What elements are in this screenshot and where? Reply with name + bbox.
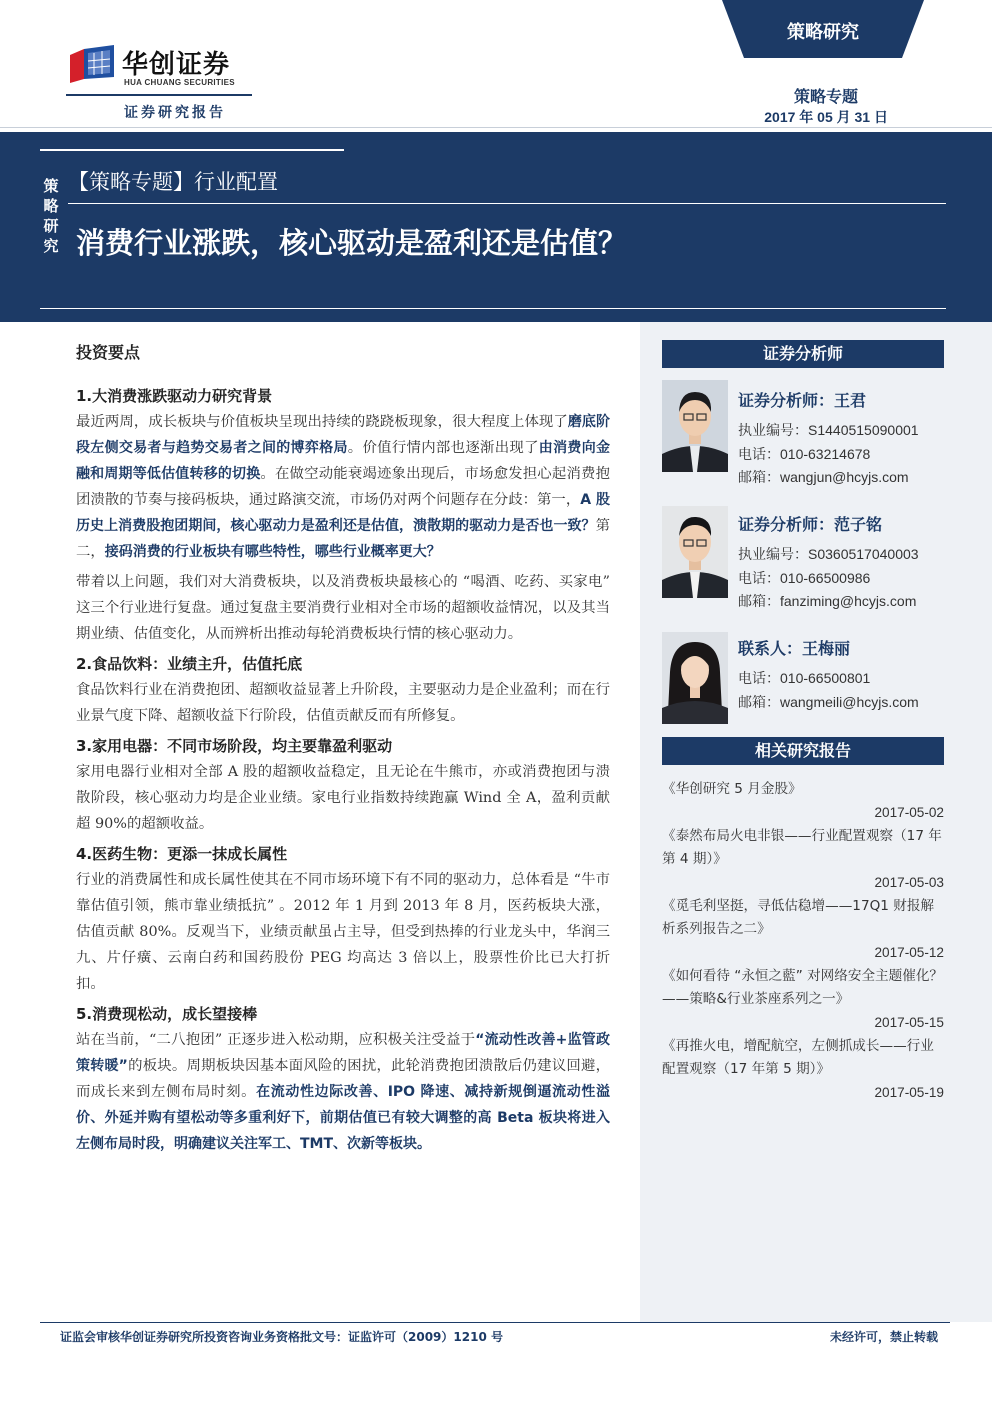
report-topic: 策略专题 <box>793 87 858 106</box>
section-paragraph <box>76 759 610 837</box>
analyst-name: 证券分析师：王君 <box>738 391 867 410</box>
report-item[interactable] <box>662 778 944 825</box>
body-text: 。在做空动能衰竭迹象出现后，市场愈发担心起消费抱团溃散的节奏与接码板块，通过路演交流，市场仍对两个问题存在分歧：第一， <box>76 466 610 508</box>
analyst-info <box>738 419 919 490</box>
section-paragraph <box>76 1027 610 1157</box>
company-logo-icon <box>68 45 116 85</box>
section-paragraph <box>76 409 610 565</box>
section-heading: 1.大消费涨跌驱动力研究背景 <box>76 387 273 405</box>
footer-notice: 未经许可，禁止转载 <box>829 1330 938 1344</box>
main-content <box>0 322 640 1322</box>
section-paragraph <box>76 569 610 647</box>
report-date: 2017 年 05 月 31 日 <box>764 109 888 125</box>
body-text: 最近两周，成长板块与价值板块呈现出持续的跷跷板现象，很大程度上体现了 <box>76 414 568 430</box>
footer-license: 证监会审核华创证券研究所投资咨询业务资格批文号：证监许可（2009）1210 号 <box>60 1330 503 1344</box>
company-name-en: HUA CHUANG SECURITIES <box>124 78 235 87</box>
body-text: 带着以上问题，我们对大消费板块，以及消费板块最核心的 “喝酒、吃药、买家电” 这三个行业进行复盘。通过复盘主要消费行业相对全市场的超额收益情况，以及其当期业绩、估值变化，从而辨析出推动每轮消费板块行情的核心驱动力。 <box>76 574 610 642</box>
body-text: 家用电器行业相对全部 A 股的超额收益稳定，且无论在牛熊市，亦或消费抱团与溃散阶段，核心驱动力均是企业业绩。家电行业指数持续跑赢 Wind 全 A，盈利贡献超 90%的超额收益。 <box>76 764 610 832</box>
contact-name: 联系人：王梅丽 <box>738 639 851 658</box>
sections-container <box>76 383 610 1157</box>
emphasis-text: 磨底阶段左侧交易者与趋势交易者之间的博弈格局 <box>76 414 610 456</box>
section-heading: 3.家用电器：不同市场阶段，均主要靠盈利驱动 <box>76 737 393 755</box>
section-heading: 4.医药生物：更添一抹成长属性 <box>76 845 288 863</box>
emphasis-text: 由消费向金融和周期等低估值转移的切换 <box>76 440 611 482</box>
key-points-section <box>76 340 610 1161</box>
report-subtitle: 【策略专题】行业配置 <box>68 170 278 194</box>
emphasis-text: A 股历史上消费股抱团期间，核心驱动力是盈利还是估值，溃散期的驱动力是否也一致？ <box>76 492 610 534</box>
contact-phone: 电话：010-66500801 <box>738 670 871 686</box>
analyst-license: 执业编号：S1440515090001 <box>738 422 919 438</box>
emphasis-text: “流动性改善+监管政策转暖” <box>76 1032 611 1074</box>
vertical-category-tag: 策略研究 <box>43 177 59 255</box>
report-item-title: 《华创研究 5 月金股》 <box>662 781 802 797</box>
logo-divider <box>66 94 252 96</box>
section-heading: 5.消费现松动，成长望接棒 <box>76 1005 258 1023</box>
banner-bottom-rule <box>40 308 946 309</box>
analyst-email[interactable]: 邮箱：wangjun@hcyjs.com <box>738 469 909 485</box>
corner-tag-label: 策略研究 <box>787 22 859 43</box>
key-points-title: 投资要点 <box>76 343 141 362</box>
contact-email[interactable]: 邮箱：wangmeili@hcyjs.com <box>738 693 919 710</box>
analyst-email[interactable]: 邮箱：fanziming@hcyjs.com <box>738 593 917 609</box>
report-item-date: 2017-05-03 <box>874 875 944 890</box>
body-text: 第二， <box>76 518 610 560</box>
section-paragraph <box>76 867 610 997</box>
report-item-title: 《再推火电，增配航空，左侧抓成长——行业配置观察（17 年第 5 期）》 <box>662 1038 934 1077</box>
analyst-phone: 电话：010-66500986 <box>738 569 871 586</box>
report-item[interactable] <box>662 1035 944 1105</box>
report-item-date: 2017-05-19 <box>874 1085 944 1100</box>
report-item[interactable] <box>662 965 944 1035</box>
report-item[interactable] <box>662 825 944 895</box>
report-title: 消费行业涨跌，核心驱动是盈利还是估值？ <box>76 226 628 260</box>
report-item-date: 2017-05-15 <box>874 1015 944 1030</box>
emphasis-text: 接码消费的行业板块有哪些特性，哪些行业概率更大？ <box>104 544 441 560</box>
banner-mid-rule <box>68 203 946 204</box>
analyst-name: 证券分析师：范子铭 <box>738 515 883 534</box>
section-paragraph <box>76 677 610 729</box>
body-text: 的板块。周期板块因基本面风险的困扰，此轮消费抱团溃散后仍建议回避，而成长来到左侧布局时刻。 <box>76 1058 610 1100</box>
header-divider <box>0 127 992 128</box>
related-reports-title: 相关研究报告 <box>662 737 944 765</box>
report-item-title: 《觅毛利坚挺，寻低估稳增——17Q1 财报解析系列报告之二》 <box>662 898 935 937</box>
section-heading: 2.食品饮料：业绩主升，估值托底 <box>76 655 303 673</box>
report-item-title: 《泰然布局火电非银——行业配置观察（17 年第 4 期）》 <box>662 828 942 867</box>
related-reports-list <box>662 778 944 1105</box>
report-item-date: 2017-05-12 <box>874 945 944 960</box>
category-corner-tag <box>722 0 924 58</box>
body-text: 。价值行情内部也逐渐出现了 <box>347 440 539 456</box>
emphasis-text: 在流动性边际改善、IPO 降速、减持新规倒逼流动性溢价、外延并购有望松动等多重利好下，前期估值已有较大调整的高 Beta 板块将进入左侧布局时段，明确建议关注军工、TMT、次新等板块。 <box>76 1084 610 1152</box>
body-text: 行业的消费属性和成长属性使其在不同市场环境下有不同的驱动力，总体看是 “牛市靠估值引领，熊市靠业绩抵抗” 。2012 年 1 月到 2013 年 8 月，医药板块大涨，估值贡献 80%。反观当下，业绩贡献虽占主导，但受到热捧的行业龙头中，华润三九、片仔癀、云南白药和国药股份 PEG 均高达 3 倍以上，股票性价比已大打折扣。 <box>76 872 610 992</box>
report-type-label: 证券研究报告 <box>124 105 226 121</box>
footer-divider <box>40 1322 950 1323</box>
sidebar <box>640 322 992 1322</box>
report-item-date: 2017-05-02 <box>874 805 944 820</box>
contact-info <box>738 667 919 714</box>
company-name-cn: 华创证券 <box>122 50 231 80</box>
analyst-photo <box>662 380 728 472</box>
report-item[interactable] <box>662 895 944 965</box>
analyst-info <box>738 543 919 614</box>
report-header <box>0 0 992 140</box>
analyst-phone: 电话：010-63214678 <box>738 445 871 462</box>
analysts-title: 证券分析师 <box>662 340 944 368</box>
report-item-title: 《如何看待 “永恒之藍” 对网络安全主题催化？——策略&行业茶座系列之一》 <box>662 968 944 1007</box>
analyst-photo <box>662 506 728 598</box>
contact-photo <box>662 632 728 724</box>
banner-top-rule <box>40 149 344 151</box>
body-text: 站在当前，“二八抱团” 正逐步进入松动期，应积极关注受益于 <box>76 1032 476 1048</box>
body-text: 食品饮料行业在消费抱团、超额收益显著上升阶段，主要驱动力是企业盈利；而在行业景气度下降、超额收益下行阶段，估值贡献反而有所修复。 <box>76 682 610 724</box>
analyst-license: 执业编号：S0360517040003 <box>738 546 919 562</box>
